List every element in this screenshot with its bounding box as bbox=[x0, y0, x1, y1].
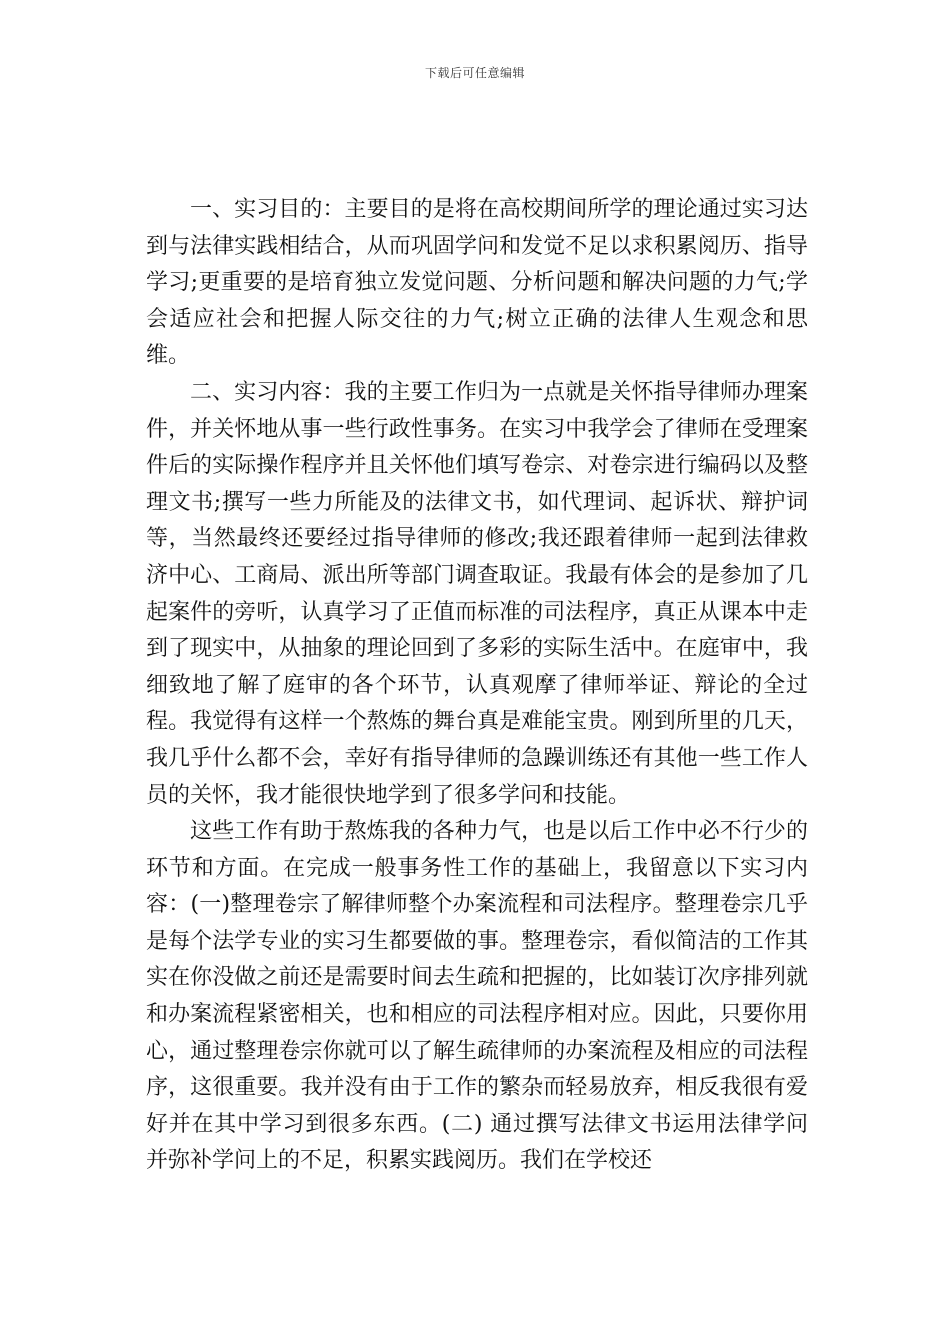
paragraph-internship-purpose: 一、实习目的：主要目的是将在高校期间所学的理论通过实习达到与法律实践相结合，从而巩固学问和发觉不足以求积累阅历、指导学习;更重要的是培育独立发觉问题、分析问题和解决问题的力气;学会适应社会和把握人际交往的力气;树立正确的法律人生观念和思维。 bbox=[146, 197, 808, 369]
paragraph-internship-content: 二、实习内容：我的主要工作归为一点就是关怀指导律师办理案件，并关怀地从事一些行政性事务。在实习中我学会了律师在受理案件后的实际操作程序并且关怀他们填写卷宗、对卷宗进行编码以及整理文书;撰写一些力所能及的法律文书，如代理词、起诉状、辩护词等，当然最终还要经过指导律师的修改;我还跟着律师一起到法律救济中心、工商局、派出所等部门调查取证。我最有体会的是参加了几起案件的旁听，认真学习了正值而标准的司法程序，真正从课本中走到了现实中，从抽象的理论回到了多彩的实际生活中。在庭审中，我细致地了解了庭审的各个环节，认真观摩了律师举证、辩论的全过程。我觉得有这样一个熬炼的舞台真是难能宝贵。刚到所里的几天，我几乎什么都不会，幸好有指导律师的急躁训练还有其他一些工作人员的关怀，我才能很快地学到了很多学问和技能。 bbox=[146, 379, 808, 808]
document-body bbox=[146, 192, 808, 1180]
page-header: 下载后可任意编辑 bbox=[424, 66, 525, 80]
paragraph-work-details: 这些工作有助于熬炼我的各种力气，也是以后工作中必不行少的环节和方面。在完成一般事务性工作的基础上，我留意以下实习内容：(一)整理卷宗了解律师整个办案流程和司法程序。整理卷宗几乎是每个法学专业的实习生都要做的事。整理卷宗，看似简洁的工作其实在你没做之前还是需要时间去生疏和把握的，比如装订次序排列就和办案流程紧密相关，也和相应的司法程序相对应。因此，只要你用心，通过整理卷宗你就可以了解生疏律师的办案流程及相应的司法程序，这很重要。我并没有由于工作的繁杂而轻易放弃，相反我很有爱好并在其中学习到很多东西。(二) 通过撰写法律文书运用法律学问并弥补学问上的不足，积累实践阅历。我们在学校还 bbox=[146, 819, 808, 1174]
